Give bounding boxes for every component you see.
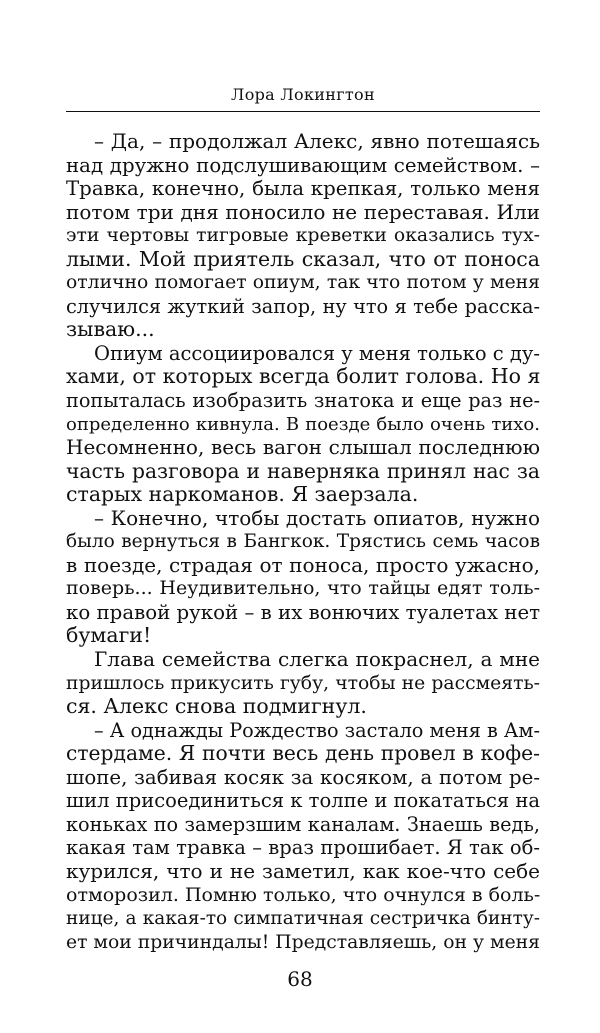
text-line: пришлось прикусить губу, чтобы не рассмеять- [66,672,540,694]
text-line: ет мои причиндалы! Представляешь, он у меня [66,931,540,953]
text-line: бумаги! [66,624,152,648]
text-line: шопе, забивая косяк за косяком, а потом ре- [66,765,540,789]
text-line: нице, а какая-то симпатичная сестричка бинту- [66,908,540,930]
text-line: Глава семейства слегка покраснел, а мне [94,648,540,672]
text-line: Несомненно, весь вагон слышал последнюю [66,436,540,460]
text-line: Опиум ассоциировался у меня только с ду- [94,341,540,365]
text-line: ко правой рукой – в их вонючих туалетах нет [66,600,540,624]
text-line: попыталась изобразить знатока и еще раз не- [66,389,540,413]
header-rule [66,111,540,112]
text-line: какая там травка – враз прошибает. Я так об- [66,836,540,860]
text-line: отморозил. Помню только, что очнулся в боль- [66,883,540,906]
text-line: Травка, конечно, была крепкая, только меня [66,177,540,201]
text-line: было вернуться в Бангкок. Трястись семь часов [66,531,540,553]
paragraph-2 [66,342,540,507]
text-line: отлично помогает опиум, так что потом у меня [66,272,540,294]
paragraph-1 [66,130,540,342]
text-line: потом три дня поносило не переставая. Или [66,200,540,224]
text-line: хами, от которых всегда болит голова. Но я [66,365,540,389]
paragraph-4 [66,648,540,719]
text-line: ся. Алекс снова подмигнул. [66,695,367,719]
text-line: шил присоединиться к толпе и покататься на [66,789,540,813]
text-line: – Да, – продолжал Алекс, явно потешаясь [94,130,540,153]
text-line: определенно кивнула. В поезде было очень тихо. [66,413,540,435]
text-line: – Конечно, чтобы достать опиатов, нужно [94,506,540,530]
text-line: в поезде, страдая от поноса, просто ужасно, [66,553,540,577]
page-body [66,130,540,954]
text-line: эти чертовы тигровые креветки оказались тух- [66,225,540,247]
text-line: – А однажды Рождество застало меня в Ам- [94,718,540,742]
text-line: над дружно подслушивающим семейством. – [66,153,540,177]
text-line: зываю... [66,318,155,342]
text-line: лыми. Мой приятель сказал, что от поноса [66,247,540,271]
text-line: часть разговора и наверняка принял нас за [66,459,540,483]
text-line: стердаме. Я почти весь день провел в кофе- [66,742,540,766]
paragraph-3 [66,507,540,648]
running-header: Лора Локингтон [231,85,375,104]
text-line: случился жуткий запор, ну что я тебе расска- [66,294,540,318]
text-line: старых наркоманов. Я заерзала. [66,483,419,507]
text-line: курился, что и не заметил, как кое-что себе [66,859,540,883]
text-line: поверь... Неудивительно, что тайцы едят толь- [66,577,540,600]
page-number: 68 [287,967,313,991]
text-line: коньках по замерзшим каналам. Знаешь ведь, [66,812,540,836]
paragraph-5 [66,719,540,954]
